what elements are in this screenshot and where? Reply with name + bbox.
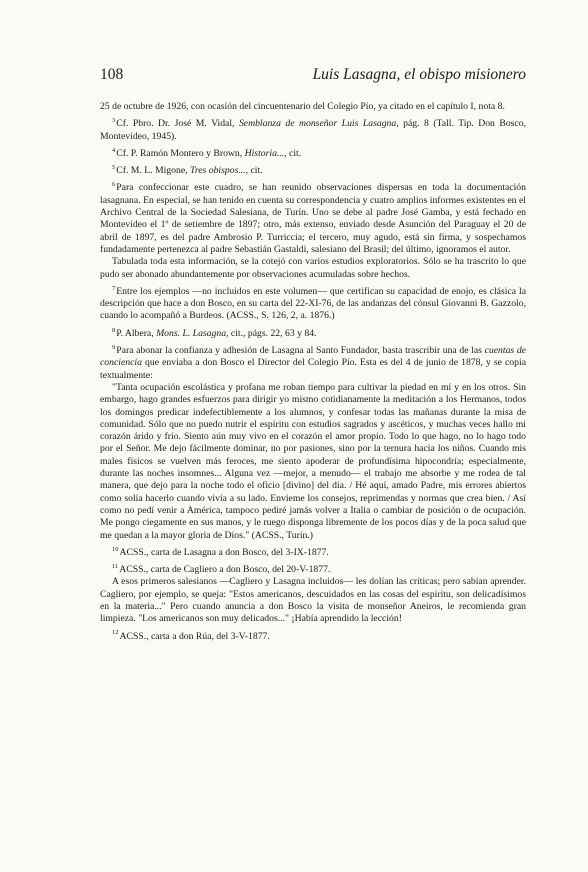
note-text: Cf. M. L. Migone, [116,165,190,177]
footnotes-block [100,101,526,643]
note-12 [100,631,526,643]
note-7 [100,286,526,323]
note-3 [100,118,526,143]
note-number: 11 [112,562,119,570]
note-11 [100,564,526,576]
note-text: Cf. P. Ramón Montero y Brown, [116,147,245,159]
note-10 [100,547,526,559]
page-header [100,66,526,84]
running-title: Luis Lasagna, el obispo misionero [312,66,526,83]
note-number: 6 [112,181,116,189]
note-title: Mons. L. Lasagna, [156,327,229,339]
note-4 [100,148,526,160]
note-text: cit. [248,165,263,177]
note-text: cit., págs. 22, 63 y 84. [228,327,317,339]
note-number: 12 [112,629,119,637]
note-text: Entre los ejemplos —no incluidos en este volumen— que certifican su capacidad de enojo, es clásica la descripción que hace a don Bosco, en su carta del 22-XI-76, de las andanzas del cónsul Giovanni B. Gazzolo, cuando lo acompañó a Burdeos. (ACSS., S. 126, 2, a. 1876.) [100,285,526,322]
note-number: 3 [112,117,116,125]
note-carryover: 25 de octubre de 1926, con ocasión del cincuentenario del Colegio Pío, ya citado en el capítulo I, nota 8. [100,101,505,112]
note-title: Historia..., [244,147,287,159]
note-title: Tres obispos..., [189,165,249,177]
note-text: Para confeccionar este cuadro, se han reunido observaciones dispersas en toda la documentación lasagnana. En especial, se han tenido en cuenta su correspondencia y cuatro amplios informes existentes en el Archivo Central de la Sociedad Salesiana, de Turín. Uno se debe al padre José Gamba, y está fechado en Montevideo el 1º de setiembre de 1897; otro, más extenso, enviado desde Asunción del Paraguay el 20 de abril de 1897, es del padre Ambrosio P. Turriccia; el tercero, muy agudo, está sin firma, y sospechamos fundadamente pertenezca al padre Sebastián Gastaldi, salesiano del Brasil; del último, ignoramos el autor. [100,182,526,255]
note-6-continuation: Tabulada toda esta información, se la cotejó con varios estudios exploratorios. Sólo se ha trascrito lo que pudo ser abonado abundantemente por observaciones acumuladas sobre hechos. [100,256,526,280]
note-number: 10 [112,545,119,553]
note-number: 5 [112,163,116,171]
note-8 [100,328,526,340]
note-number: 4 [112,146,116,154]
note-text: Para abonar la confianza y adhesión de Lasagna al Santo Fundador, basta trascribir una de las [116,345,485,357]
note-text: Cf. Pbro. Dr. José M. Vidal, [116,118,239,130]
note-number: 8 [112,326,116,334]
note-title: Semblanza de monseñor Luis Lasagna, [238,118,399,130]
note-number: 7 [112,284,116,292]
note-title: cuentas de conciencia [100,345,526,369]
note-text: pág. 8 (Tall. Tip. Don Bosco, Montevideo, 1945). [100,118,526,142]
note-text: que enviaba a don Bosco el Director del Colegio Pío. Esta es del 4 de junio de 1878, y se copia textualmente: [100,357,526,381]
note-text: ACSS., carta de Cagliero a don Bosco, del 20-V-1877. [119,564,331,576]
note-9-quotation: "Tanta ocupación escolástica y profana me roban tiempo para cultivar la piedad en mí y en los otros. Sin embargo, hago grandes esfuerzos para dirigir yo mismo cotidianamente la meditación a los Hermanos, todos los domingos predicar indefectiblemente a los alumnos, y confesar todas las mañanas durante la misa de comunidad. Sólo que no puedo nutrir el espíritu con estudios sagrados y ascéticos, y muchas veces hallo mi corazón árido y frío. Siento aún muy vivo en el corazón el amor propio. Todo lo que hago, no lo hago todo por el Señor. Me dejo fácilmente dominar, no por pasiones, sino por la ternura hacia los niños. Cuando mis males físicos se vuelven más feroces, me siento apoderar de profundísima hipocondría; especialmente, durante las noches insomnes... Alguna vez —mejor, a menudo— el trabajo me absorbe y me rodea de tal manera, que dejo para la noche todo el oficio [divino] del día. / Hé aquí, amado Padre, mis errores abiertos como solía hacerlo cuando vivía a su lado. Envíeme los consejos, reprimendas y normas que crea bien. / Así como no pedí venir a América, tampoco pediré jamás volver a Italia o cambiar de posición o de ocupación. Me pongo ciegamente en sus manos, y le ruego disponga libremente de los pocos días y de la poca salud que me quedan a la mayor gloria de Dios." (ACSS., Turín.) [100,381,526,541]
page-number: 108 [100,66,124,83]
note-9 [100,345,526,382]
note-5 [100,165,526,177]
note-number: 9 [112,343,116,351]
note-6 [100,182,526,256]
note-11-continuation: A esos primeros salesianos —Cagliero y Lasagna incluidos— les dolían las críticas; pero sabían aprender. Cagliero, por ejemplo, se queja: "Estos americanos, descuidados en las cosas del espíritu, son delicadísimos en la materia..." Pero cuando anuncia a don Bosco la visita de monseñor Aneiros, le recomienda gran limpieza. "Los americanos son muy delicados..." ¡Había aprendido la lección! [100,576,526,625]
note-text: cit. [286,147,302,159]
note-text: P. Albera, [116,327,157,339]
note-text: ACSS., carta de Lasagna a don Bosco, del 3-IX-1877. [119,546,329,558]
note-text: ACSS., carta a don Rúa, del 3-V-1877. [119,630,270,642]
